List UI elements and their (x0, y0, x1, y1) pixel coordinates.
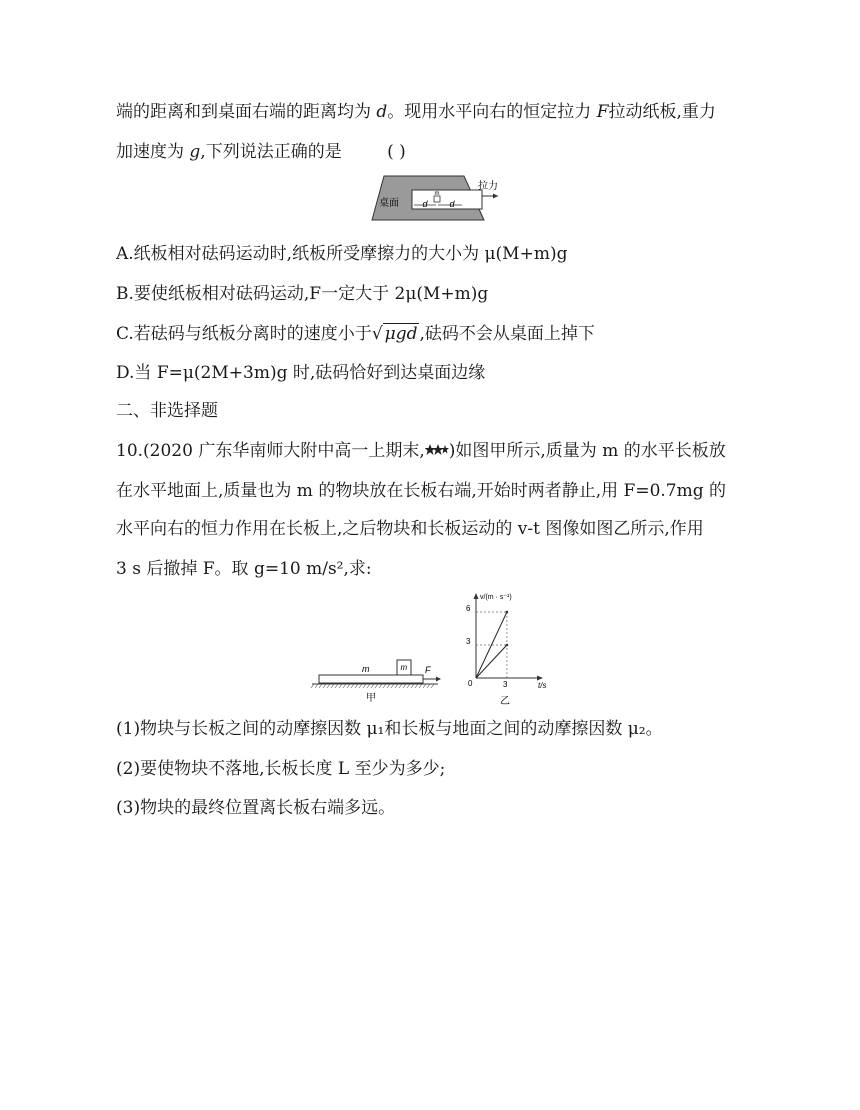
hatch-mark (335, 684, 338, 688)
d-label-left: d (422, 199, 428, 209)
hatch-mark (331, 684, 334, 688)
caption-jia: 甲 (366, 693, 376, 704)
hatch-mark (399, 684, 402, 688)
y-axis-label: v/(m · s⁻¹) (480, 594, 512, 601)
p10-line-2: 在水平地面上,质量也为 m 的物块放在长板右端,开始时两者静止,用 F=0.7mg 的 (116, 481, 727, 501)
hatch-mark (375, 684, 378, 688)
x-tick-3: 3 (503, 680, 508, 689)
hatch-mark (339, 684, 342, 688)
radicand: μgd (384, 324, 418, 344)
var-g: g (189, 142, 201, 162)
caption-yi: 乙 (500, 696, 510, 707)
hatch-mark (423, 684, 426, 688)
hatch-mark (387, 684, 390, 688)
text: )如图甲所示,质量为 m 的水平长板放 (448, 441, 726, 461)
option-a: A.纸板相对砝码运动时,纸板所受摩擦力的大小为 μ(M+m)g (116, 244, 568, 264)
hatch-mark (395, 684, 398, 688)
hatch-mark (427, 684, 430, 688)
hatch-mark (315, 684, 318, 688)
p9-line-2 (116, 141, 406, 163)
ground-hatch (311, 684, 434, 688)
radical-sign: √ (371, 324, 383, 344)
force-label: F (425, 665, 431, 675)
hatch-mark (359, 684, 362, 688)
question-3: (3)物块的最终位置离长板右端多远。 (116, 798, 396, 818)
text: ,砝码不会从桌面上掉下 (419, 324, 595, 344)
text: 10.(2020 广东华南师大附中高一上期末, (116, 441, 425, 461)
origin-label: 0 (468, 679, 473, 688)
desk-figure (370, 174, 500, 224)
hatch-mark (367, 684, 370, 688)
hatch-mark (403, 684, 406, 688)
hatch-mark (355, 684, 358, 688)
hatch-mark (343, 684, 346, 688)
text: 拉动纸板,重力 (608, 102, 716, 122)
long-board (319, 675, 423, 683)
hatch-mark (379, 684, 382, 688)
pull-label: 拉力 (478, 181, 498, 192)
y-tick-6: 6 (466, 604, 471, 613)
block-label: m (400, 663, 408, 672)
text: 。现用水平向右的恒定拉力 (387, 102, 597, 122)
hatch-mark (391, 684, 394, 688)
hatch-mark (415, 684, 418, 688)
hatch-mark (431, 684, 434, 688)
answer-bracket: ( ) (387, 142, 406, 162)
var-F: F (596, 102, 609, 122)
hatch-mark (411, 684, 414, 688)
option-c (116, 323, 595, 345)
hatch-mark (363, 684, 366, 688)
p10-line-1 (116, 440, 726, 462)
text: ,下列说法正确的是 (200, 142, 342, 162)
hatch-mark (407, 684, 410, 688)
difficulty-stars-icon (425, 443, 449, 457)
y-axis-arrow (474, 593, 479, 599)
question-2: (2)要使物块不落地,长板长度 L 至少为多少; (116, 759, 446, 779)
hatch-mark (383, 684, 386, 688)
d-label-right: d (449, 199, 455, 209)
hatch-mark (327, 684, 330, 688)
sqrt-expression (372, 323, 420, 345)
hatch-mark (371, 684, 374, 688)
p10-line-4: 3 s 后撤掉 F。取 g=10 m/s²,求: (116, 559, 372, 579)
hatch-mark (347, 684, 350, 688)
x-axis-arrow (537, 676, 543, 681)
var-d: d (376, 102, 388, 122)
p10-line-3: 水平向右的恒力作用在长板上,之后物块和长板运动的 v-t 图像如图乙所示,作用 (116, 519, 704, 539)
text: C.若砝码与纸板分离时的速度小于 (116, 324, 372, 344)
p9-line-1 (116, 101, 716, 123)
x-axis-label: t/s (538, 681, 547, 690)
hatch-mark (419, 684, 422, 688)
option-d: D.当 F=μ(2M+3m)g 时,砝码恰好到达桌面边缘 (116, 363, 486, 383)
text: 端的距离和到桌面右端的距离均为 (116, 102, 377, 122)
option-b: B.要使纸板相对砝码运动,F一定大于 2μ(M+m)g (116, 284, 489, 304)
hatch-mark (311, 684, 314, 688)
block-label: m (434, 191, 440, 197)
hatch-mark (351, 684, 354, 688)
board-label: m (362, 664, 370, 674)
y-tick-3: 3 (466, 637, 471, 646)
desk-label: 桌面 (379, 198, 399, 209)
series-line-1 (476, 645, 507, 678)
hatch-mark (319, 684, 322, 688)
hatch-mark (323, 684, 326, 688)
force-arrow-head (436, 677, 441, 682)
question-1: (1)物块与长板之间的动摩擦因数 μ₁和长板与地面之间的动摩擦因数 μ₂。 (116, 719, 663, 739)
text: 加速度为 (116, 142, 190, 162)
chart-marks (476, 611, 508, 678)
pull-arrow-head (493, 194, 498, 199)
section-title: 二、非选择题 (116, 401, 218, 421)
figure-jia (310, 655, 450, 707)
figure-yi-vt-chart (458, 590, 568, 708)
